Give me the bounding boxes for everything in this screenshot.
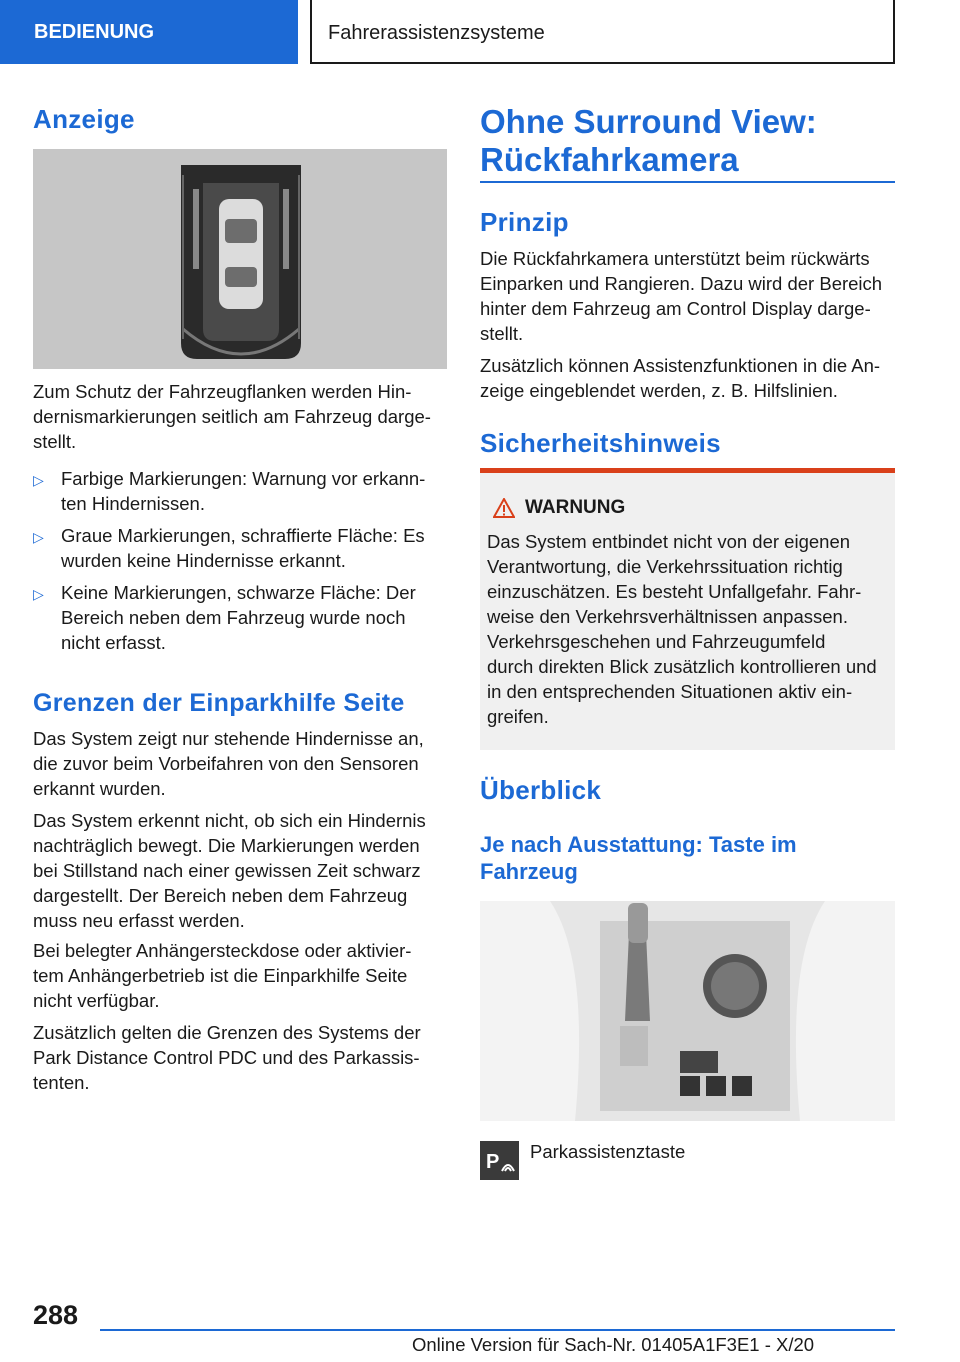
paragraph <box>480 353 895 403</box>
paragraph-line: die zuvor beim Vorbeifahren von den Sensoren <box>33 753 419 774</box>
subheading-line: Je nach Ausstattung: Taste im <box>480 832 797 857</box>
chapter-tab: Fahrerassistenzsysteme <box>310 0 895 64</box>
heading-display: Anzeige <box>33 104 135 134</box>
paragraph-line: zeige eingeblendet werden, z. B. Hilfslinien. <box>480 380 838 401</box>
paragraph <box>33 938 447 1013</box>
list-item-line: wurden keine Hindernisse erkannt. <box>61 550 346 571</box>
heading-overview: Überblick <box>480 775 602 805</box>
warning-line: weise den Verkehrsverhältnissen anpassen. <box>487 606 848 627</box>
paragraph-line: Das System zeigt nur stehende Hindernisse an, <box>33 728 424 749</box>
paragraph-line: nachträglich bewegt. Die Markierungen werden <box>33 835 420 856</box>
warning-line: greifen. <box>487 706 549 727</box>
warning-line: einzuschätzen. Es besteht Unfallgefahr. Fahr- <box>487 581 862 602</box>
parking-display-image <box>33 149 447 369</box>
paragraph <box>33 808 447 933</box>
paragraph-line: Die Rückfahrkamera unterstützt beim rückwärts <box>480 248 870 269</box>
list-item-line: Farbige Markierungen: Warnung vor erkann- <box>61 468 426 489</box>
intro-line: dernismarkierungen seitlich am Fahrzeug darge- <box>33 406 431 427</box>
intro-line: Zum Schutz der Fahrzeugflanken werden Hin- <box>33 381 412 402</box>
paragraph <box>33 726 447 801</box>
title-line: Ohne Surround View: <box>480 103 817 140</box>
warning-title: WARNUNG <box>525 497 626 518</box>
intro-line: stellt. <box>33 431 77 452</box>
paragraph-line: Zusätzlich gelten die Grenzen des Systems der <box>33 1022 421 1043</box>
paragraph-line: nicht verfügbar. <box>33 990 160 1011</box>
page-title <box>480 103 817 179</box>
list-item-line: ten Hindernissen. <box>61 493 205 514</box>
subheading-button <box>480 831 797 885</box>
list-item <box>33 523 447 573</box>
paragraph <box>480 246 895 346</box>
page-number: 288 <box>33 1300 79 1330</box>
warning-line: durch direkten Blick zusätzlich kontrollieren und <box>487 656 877 677</box>
triangle-bullet-icon: ▷ <box>33 472 44 488</box>
park-assist-button-icon <box>480 1141 519 1180</box>
footer-rule <box>100 1329 895 1331</box>
paragraph-line: dargestellt. Der Bereich neben dem Fahrzeug <box>33 885 408 906</box>
list-item-line: Graue Markierungen, schraffierte Fläche: Es <box>61 525 425 546</box>
paragraph-line: Zusätzlich können Assistenzfunktionen in die An- <box>480 355 881 376</box>
footer-text: Online Version für Sach-Nr. 01405A1F3E1 - X/20 <box>412 1334 815 1355</box>
intro-paragraph <box>33 379 447 454</box>
paragraph <box>33 1020 447 1095</box>
center-console-image <box>480 901 895 1121</box>
warning-line: Das System entbindet nicht von der eigenen <box>487 531 851 552</box>
triangle-bullet-icon: ▷ <box>33 529 44 545</box>
paragraph-line: tenten. <box>33 1072 90 1093</box>
list-item <box>33 580 447 655</box>
button-caption: Parkassistenztaste <box>530 1141 686 1162</box>
warning-line: in den entsprechenden Situationen aktiv ein- <box>487 681 853 702</box>
title-rule <box>480 181 895 183</box>
section-tab: BEDIENUNG <box>0 0 298 64</box>
list-item-line: Keine Markierungen, schwarze Fläche: Der <box>61 582 416 603</box>
heading-principle: Prinzip <box>480 207 569 237</box>
warning-triangle-icon <box>493 498 515 518</box>
paragraph-line: tem Anhängerbetrieb ist die Einparkhilfe Seite <box>33 965 408 986</box>
paragraph-line: muss neu erfasst werden. <box>33 910 245 931</box>
paragraph-line: stellt. <box>480 323 524 344</box>
warning-text <box>487 529 889 729</box>
paragraph-line: bei Stillstand nach einer gewissen Zeit schwarz <box>33 860 421 881</box>
paragraph-line: hinter dem Fahrzeug am Control Display darge- <box>480 298 871 319</box>
warning-line: Verkehrsgeschehen und Fahrzeugumfeld <box>487 631 826 652</box>
title-line: Rückfahrkamera <box>480 141 739 178</box>
warning-box <box>480 468 895 750</box>
list-item-line: nicht erfasst. <box>61 632 166 653</box>
paragraph-line: Bei belegter Anhängersteckdose oder aktivier- <box>33 940 412 961</box>
paragraph-line: Park Distance Control PDC und des Parkassis- <box>33 1047 420 1068</box>
triangle-bullet-icon: ▷ <box>33 586 44 602</box>
svg-text:P: P <box>486 1151 500 1173</box>
paragraph-line: Das System erkennt nicht, ob sich ein Hindernis <box>33 810 426 831</box>
paragraph-line: Einparken und Rangieren. Dazu wird der Bereich <box>480 273 883 294</box>
list-item <box>33 466 447 516</box>
heading-safety: Sicherheitshinweis <box>480 428 721 458</box>
subheading-line: Fahrzeug <box>480 859 578 884</box>
heading-limits: Grenzen der Einparkhilfe Seite <box>33 689 405 717</box>
paragraph-line: erkannt wurden. <box>33 778 166 799</box>
list-item-line: Bereich neben dem Fahrzeug wurde noch <box>61 607 406 628</box>
warning-line: Verantwortung, die Verkehrssituation richtig <box>487 556 843 577</box>
